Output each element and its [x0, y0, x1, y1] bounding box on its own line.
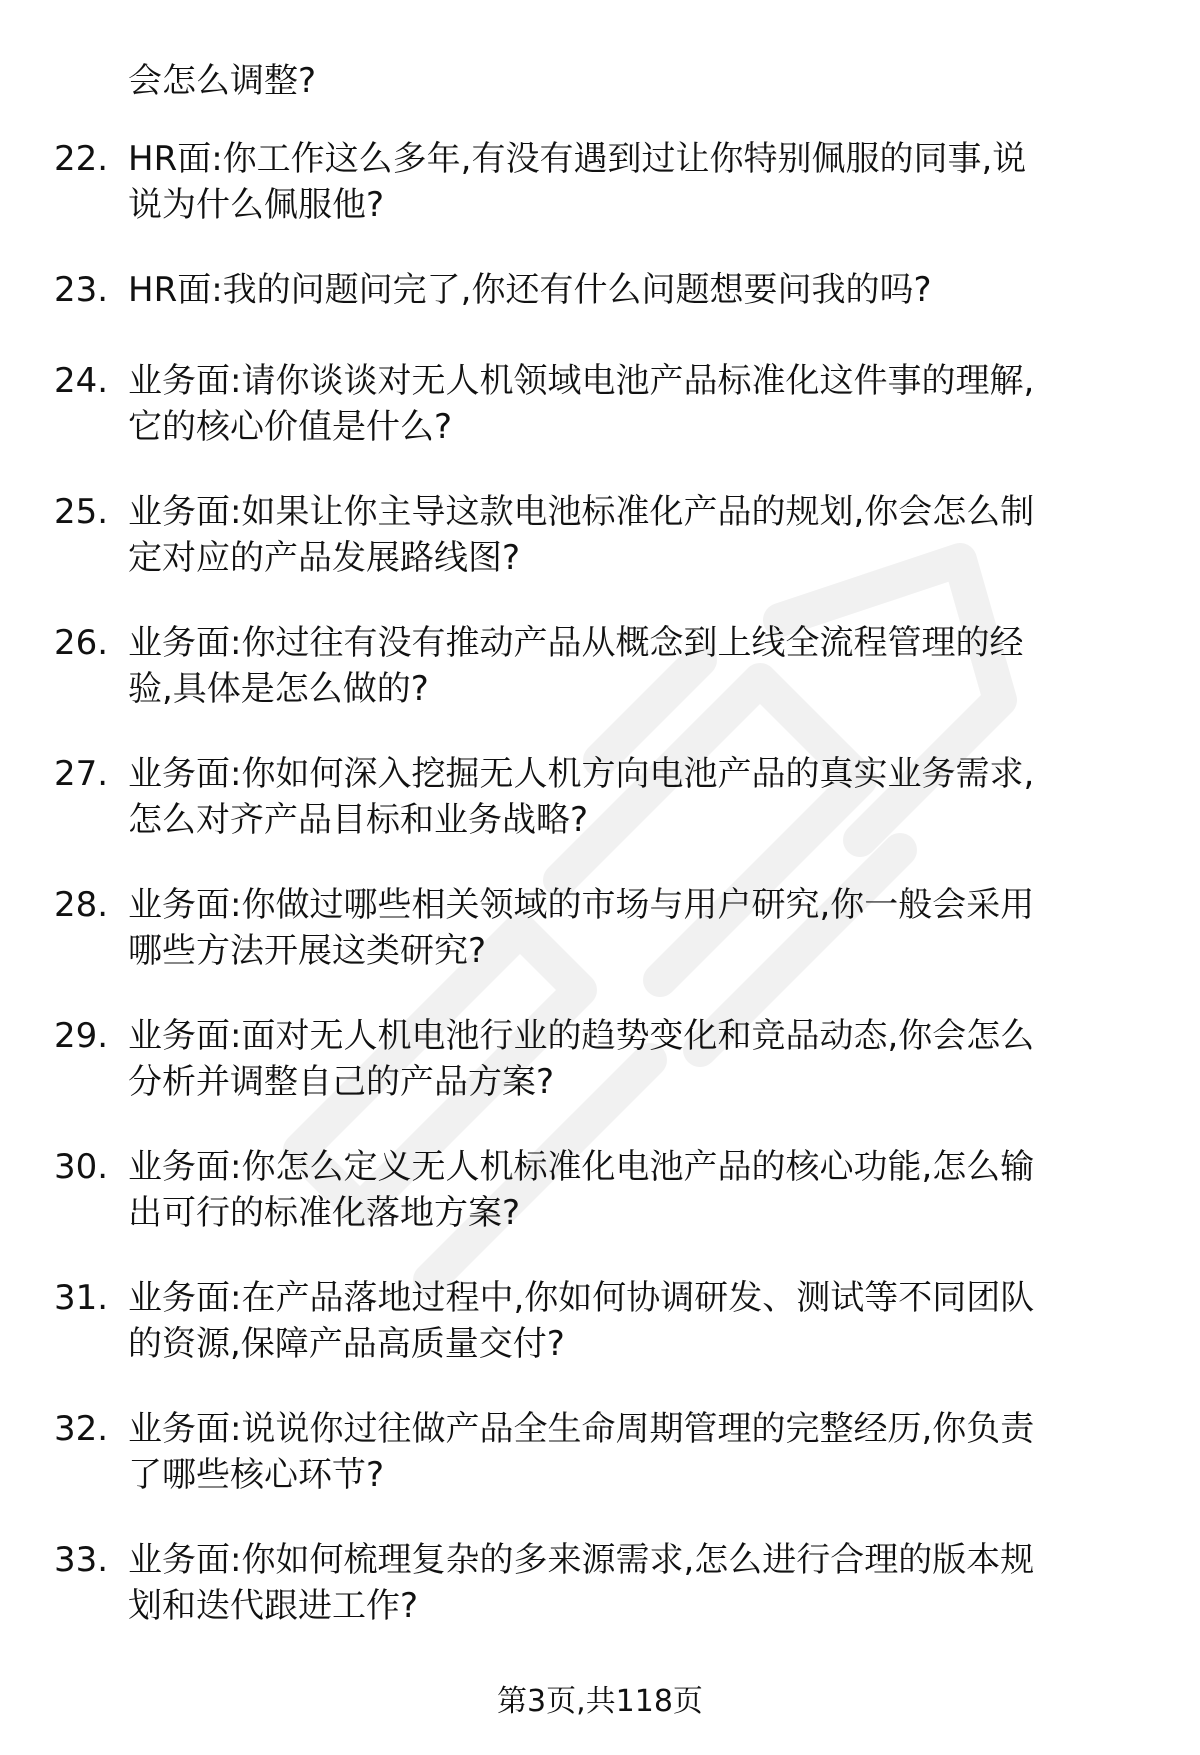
question-number: 32.	[54, 1409, 109, 1449]
question-line: 业务面:说说你过往做产品全生命周期管理的完整经历,你负责	[128, 1409, 1035, 1449]
question-text	[128, 358, 1158, 450]
list-item	[0, 489, 1200, 620]
question-number: 23.	[54, 270, 109, 310]
list-item	[0, 620, 1200, 751]
question-line: 业务面:请你谈谈对无人机领域电池产品标准化这件事的理解,	[128, 361, 1035, 401]
question-line: 业务面:如果让你主导这款电池标准化产品的规划,你会怎么制	[128, 492, 1035, 532]
question-line: 分析并调整自己的产品方案?	[128, 1062, 555, 1102]
question-text	[128, 489, 1158, 581]
question-line: 定对应的产品发展路线图?	[128, 538, 521, 578]
question-number: 33.	[54, 1540, 109, 1580]
list-item	[0, 267, 1200, 358]
list-item	[0, 136, 1200, 267]
question-number: 26.	[54, 623, 109, 663]
continuation-text: 会怎么调整?	[128, 61, 317, 101]
question-text	[128, 1406, 1158, 1498]
question-text	[128, 136, 1158, 228]
question-line: 业务面:你如何深入挖掘无人机方向电池产品的真实业务需求,	[128, 754, 1035, 794]
question-number: 28.	[54, 885, 109, 925]
question-line: HR面:我的问题问完了,你还有什么问题想要问我的吗?	[128, 270, 932, 310]
question-line: 哪些方法开展这类研究?	[128, 931, 487, 971]
question-line: 划和迭代跟进工作?	[128, 1586, 419, 1626]
question-text	[128, 1144, 1158, 1236]
question-line: 出可行的标准化落地方案?	[128, 1193, 521, 1233]
question-line: 说为什么佩服他?	[128, 185, 385, 225]
question-line: 了哪些核心环节?	[128, 1455, 385, 1495]
question-text	[128, 1275, 1158, 1367]
question-line: 业务面:面对无人机电池行业的趋势变化和竞品动态,你会怎么	[128, 1016, 1035, 1056]
question-number: 24.	[54, 361, 109, 401]
question-line: 验,具体是怎么做的?	[128, 669, 429, 709]
list-item	[0, 1144, 1200, 1275]
page-footer: 第3页,共118页	[497, 1684, 703, 1719]
list-item	[0, 1537, 1200, 1668]
question-number: 27.	[54, 754, 109, 794]
list-item	[0, 751, 1200, 882]
question-line: 怎么对齐产品目标和业务战略?	[128, 800, 589, 840]
list-item	[0, 1275, 1200, 1406]
question-line: 业务面:你如何梳理复杂的多来源需求,怎么进行合理的版本规	[128, 1540, 1035, 1580]
list-item	[0, 1013, 1200, 1144]
question-list	[0, 136, 1200, 1668]
question-line: 的资源,保障产品高质量交付?	[128, 1324, 565, 1364]
question-text	[128, 751, 1158, 843]
question-number: 31.	[54, 1278, 109, 1318]
question-line: 业务面:你过往有没有推动产品从概念到上线全流程管理的经	[128, 623, 1024, 663]
list-item	[0, 1406, 1200, 1537]
question-text	[128, 267, 1158, 313]
question-text	[128, 1537, 1158, 1629]
question-line: 业务面:在产品落地过程中,你如何协调研发、测试等不同团队	[128, 1278, 1035, 1318]
question-text	[128, 1013, 1158, 1105]
question-line: 它的核心价值是什么?	[128, 407, 453, 447]
question-line: 业务面:你怎么定义无人机标准化电池产品的核心功能,怎么输	[128, 1147, 1035, 1187]
question-number: 22.	[54, 139, 109, 179]
question-number: 30.	[54, 1147, 109, 1187]
list-item	[0, 358, 1200, 489]
question-text	[128, 882, 1158, 974]
question-line: HR面:你工作这么多年,有没有遇到过让你特别佩服的同事,说	[128, 139, 1027, 179]
question-number: 25.	[54, 492, 109, 532]
question-line: 业务面:你做过哪些相关领域的市场与用户研究,你一般会采用	[128, 885, 1035, 925]
list-item	[0, 882, 1200, 1013]
question-text	[128, 620, 1158, 712]
question-number: 29.	[54, 1016, 109, 1056]
